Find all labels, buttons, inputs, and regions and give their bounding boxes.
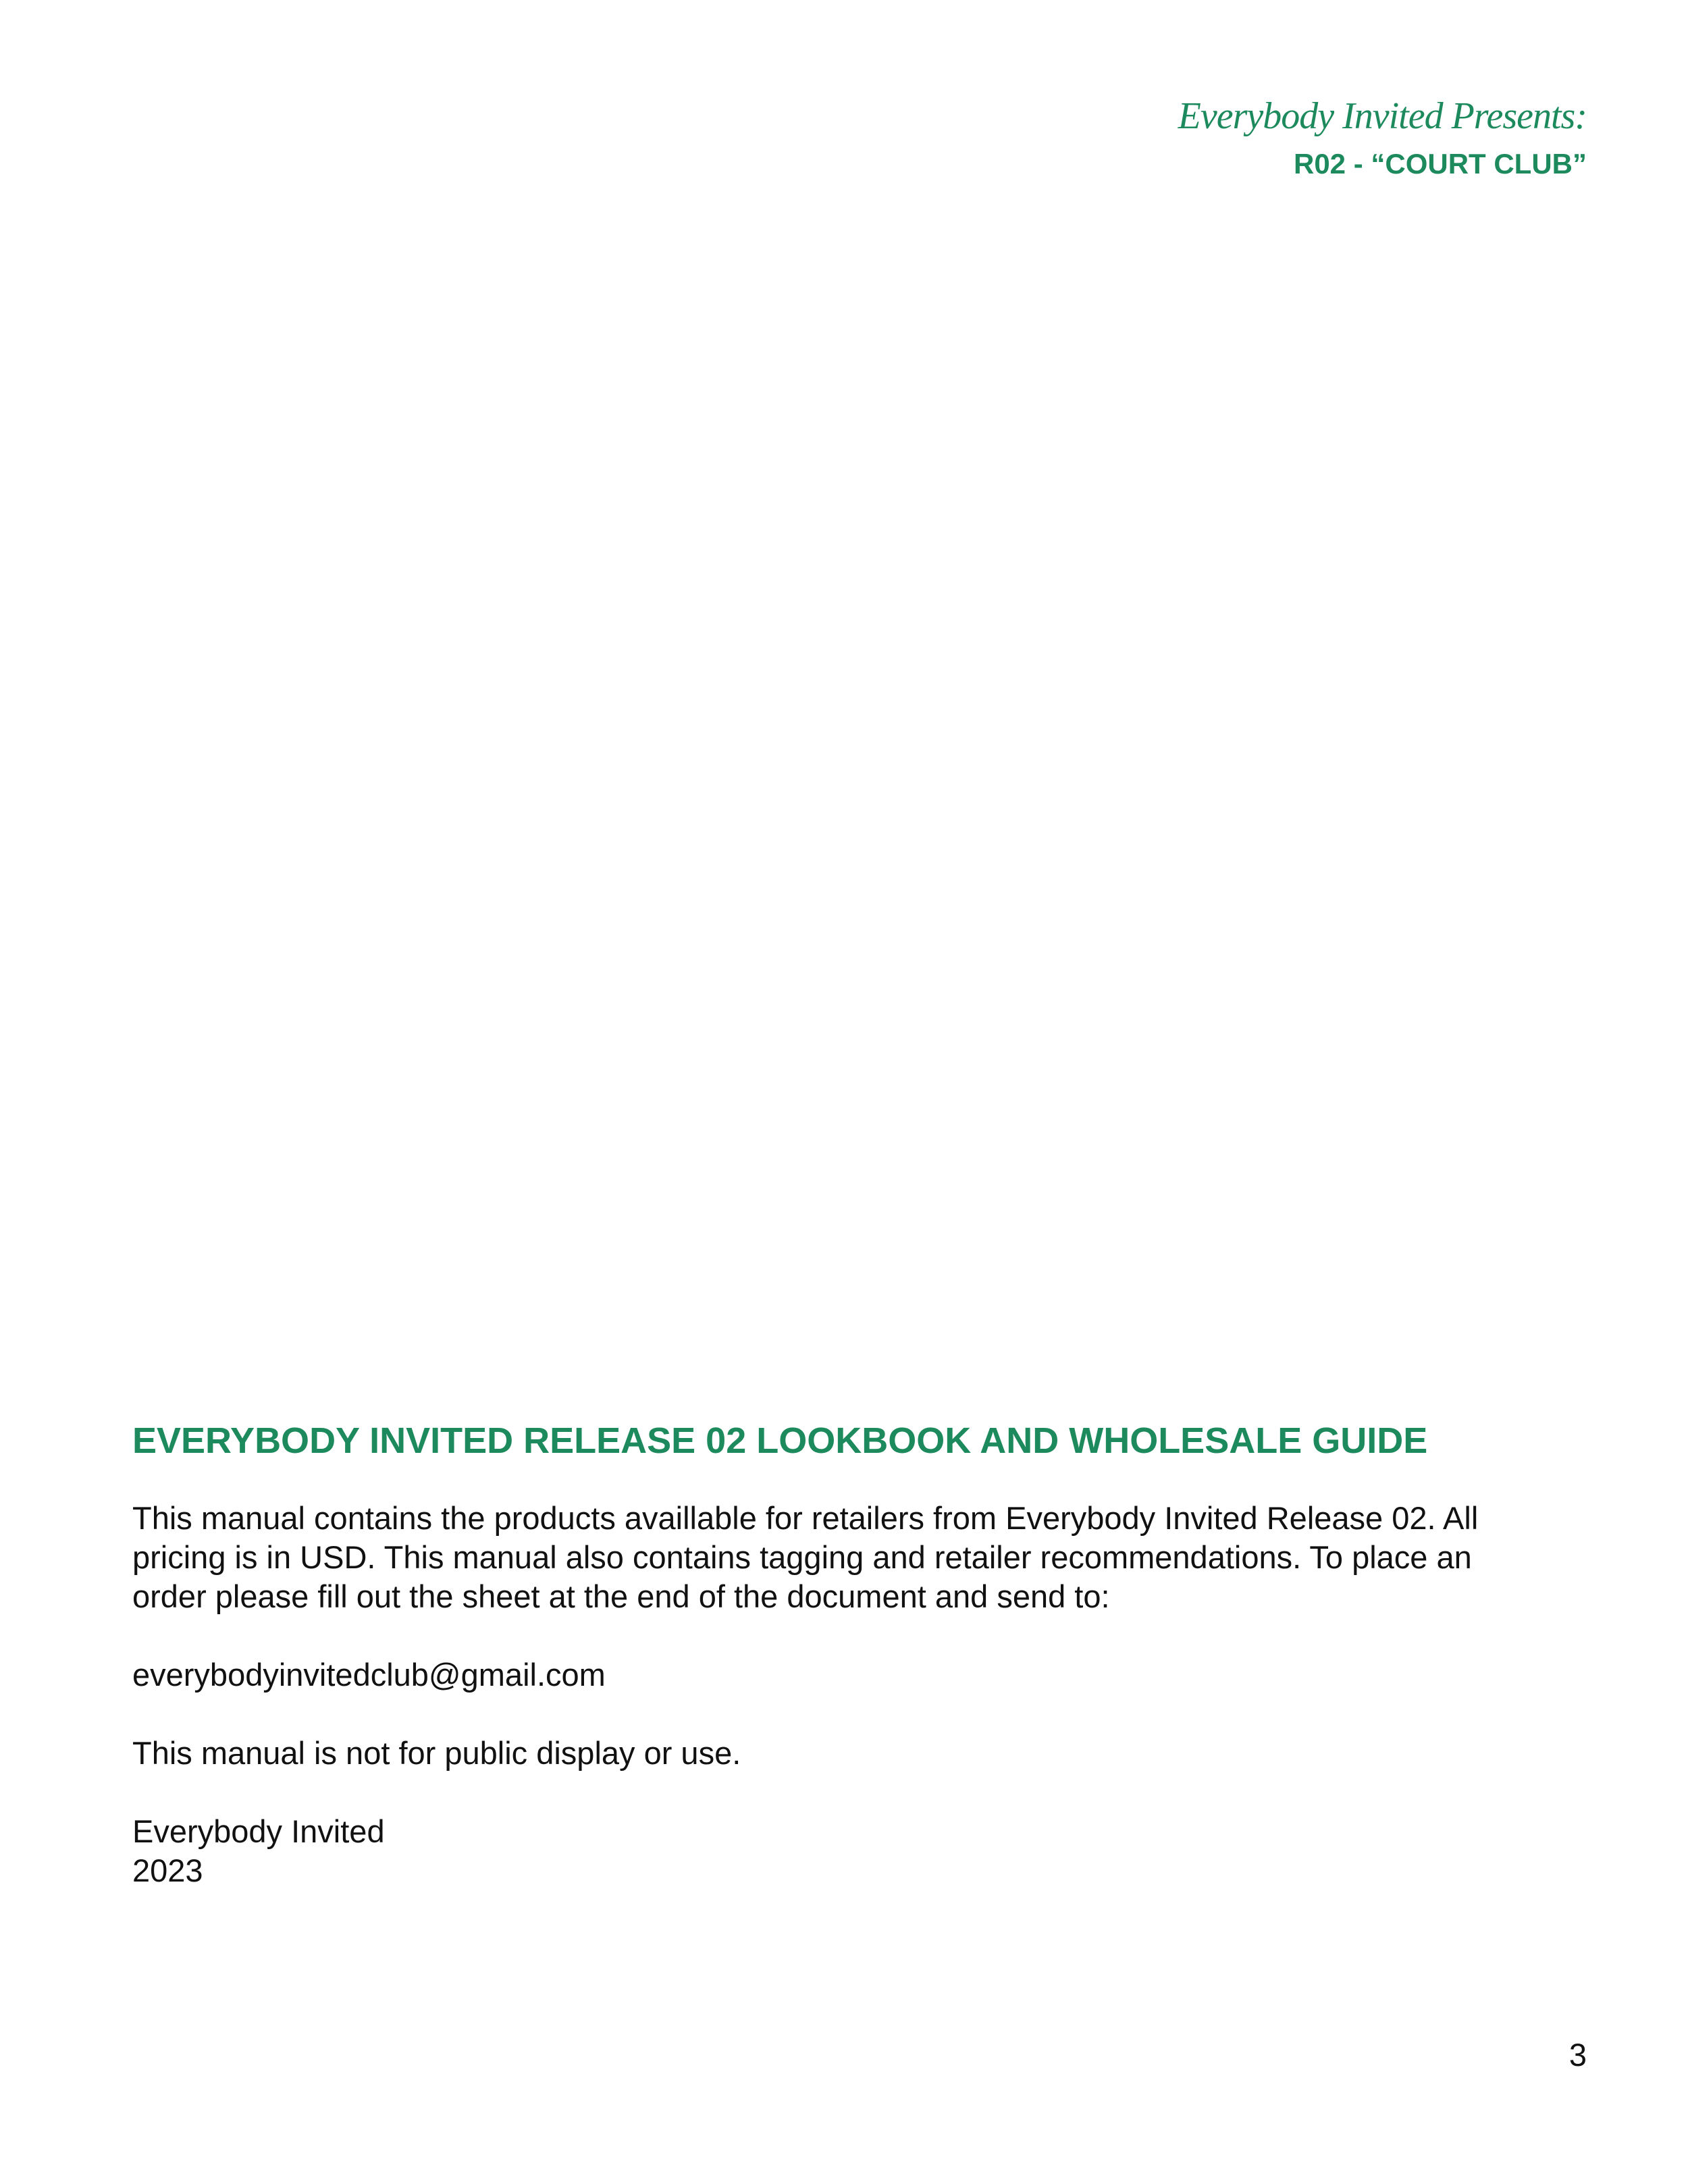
presents-heading: Everybody Invited Presents: (1178, 95, 1587, 137)
page-header (1178, 95, 1587, 181)
intro-paragraph (132, 1499, 1584, 1616)
guide-intro (132, 1419, 1584, 1890)
release-code: R02 - “COURT CLUB” (1293, 148, 1587, 180)
usage-notice: This manual is not for public display or use. (132, 1735, 741, 1771)
intro-line: order please fill out the sheet at the end of the document and send to: (132, 1578, 1110, 1614)
signoff (132, 1812, 1584, 1890)
intro-line: This manual contains the products availlable for retailers from Everybody Invited Release 02. All (132, 1500, 1479, 1536)
intro-line: pricing is in USD. This manual also contains tagging and retailer recommendations. To place an (132, 1539, 1472, 1575)
page-number: 3 (1568, 2037, 1587, 2073)
contact-email: everybodyinvitedclub@gmail.com (132, 1657, 606, 1693)
signoff-year: 2023 (132, 1853, 203, 1888)
guide-title: EVERYBODY INVITED RELEASE 02 LOOKBOOK AND WHOLESALE GUIDE (132, 1420, 1428, 1461)
signoff-name: Everybody Invited (132, 1813, 385, 1849)
